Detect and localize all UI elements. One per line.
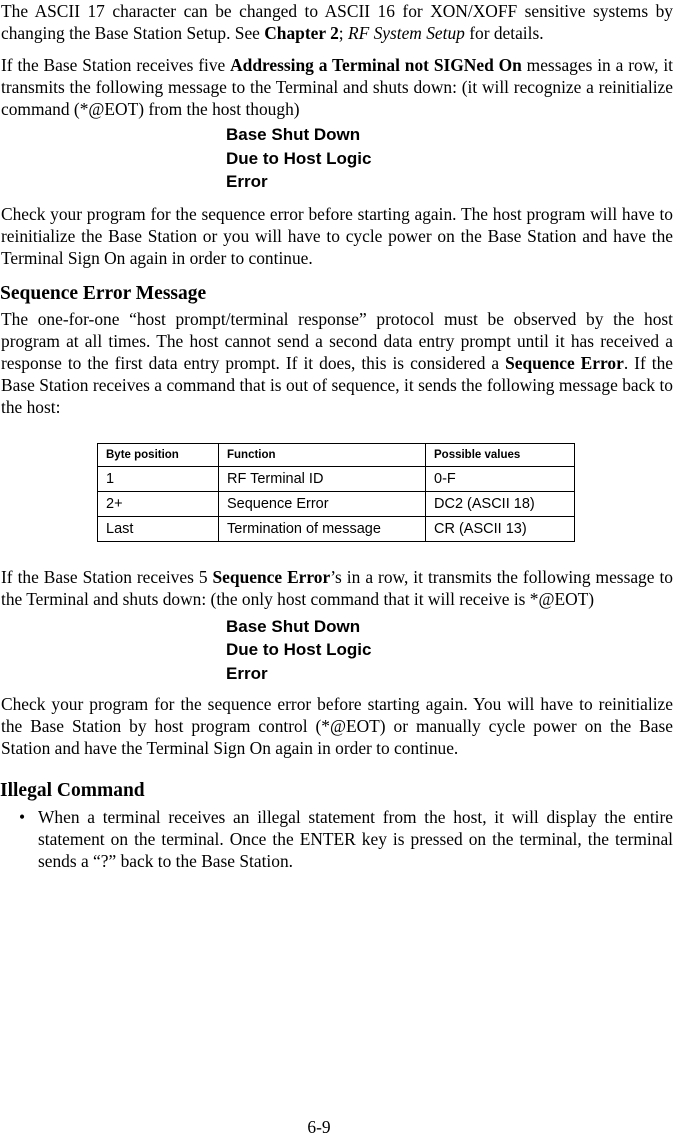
sequence-error-table [97, 443, 575, 542]
para2-text-b: messages in a row, it transmits the following message to the Terminal and shuts down: (it will recognize a reinitialize command (*@EOT) from the host though) [1, 55, 673, 119]
paragraph-reinitialize: Check your program for the sequence error before starting again. You will have to reinitialize the Base Station by host program control (*@EOT) or manually cycle power on the Base Station and have the Terminal Sign On again in order to continue. [1, 694, 673, 758]
table-cell: DC2 (ASCII 18) [426, 491, 575, 516]
para2-text-a: If the Base Station receives five [1, 55, 231, 75]
para1-text-b: for details. [464, 23, 544, 43]
bullet-text: When a terminal receives an illegal statement from the host, it will display the entire statement on the terminal. Once the ENTER key is pressed on the terminal, the terminal sends a “?” back to the Base Station. [38, 807, 673, 871]
column-header-byte-position: Byte position [98, 443, 219, 466]
table-row [98, 491, 575, 516]
table-cell: Sequence Error [219, 491, 426, 516]
section1-text-a: The one-for-one “host prompt/terminal response” protocol must be observed by the host program at all times. The host cannot send a second data entry prompt until it has received a response to the first data entry prompt. If it does, this is considered a [1, 308, 673, 373]
heading-illegal-command: Illegal Command [0, 780, 145, 801]
table-cell: Last [98, 516, 219, 541]
table-cell: 0-F [426, 466, 575, 491]
table-cell: 1 [98, 466, 219, 491]
message-line: Error [226, 663, 268, 683]
para1-sep: ; [338, 23, 348, 43]
message-line: Due to Host Logic [226, 640, 372, 659]
column-header-possible-values: Possible values [426, 443, 575, 466]
message-line: Error [226, 172, 268, 191]
message-line: Due to Host Logic [226, 148, 372, 168]
chapter-reference: Chapter 2 [264, 23, 339, 43]
column-header-function: Function [219, 443, 426, 466]
paragraph-xon-xoff [0, 0, 675, 44]
paragraph-addressing-error [0, 54, 675, 120]
rf-system-setup-title: RF System Setup [347, 23, 465, 43]
paragraph-five-sequence-errors [0, 566, 675, 610]
addressing-error-name: Addressing a Terminal not SIGNed On [230, 55, 522, 75]
sequence-error-term: Sequence Error [505, 352, 624, 373]
heading-sequence-error: Sequence Error Message [0, 282, 207, 304]
shutdown-message-2 [226, 615, 675, 686]
illegal-command-list [0, 806, 675, 872]
para1-text-a: The ASCII 17 character can be changed to ASCII 16 for XON/XOFF sensitive systems by changing the Base Station Setup. See [1, 1, 673, 43]
table-cell: Termination of message [219, 516, 426, 541]
list-item [0, 806, 675, 872]
table-cell: CR (ASCII 13) [426, 516, 575, 541]
paragraph-sequence-error [0, 308, 675, 418]
message-line: Base Shut Down [226, 616, 361, 636]
paragraph-check-program: Check your program for the sequence error before starting again. The host program will have to reinitialize the Base Station or you will have to cycle power on the Base Station and have the Terminal Sign On again in order to continue. [1, 203, 673, 268]
table-cell: RF Terminal ID [219, 466, 426, 491]
message-line: Base Shut Down [226, 125, 361, 144]
table-row [98, 466, 575, 491]
shutdown-message-1 [226, 123, 675, 194]
para4-text-a: If the Base Station receives 5 [1, 566, 213, 587]
bullet-icon: • [19, 807, 26, 827]
table-header-row [98, 443, 575, 466]
sequence-error-term: Sequence Error [212, 566, 331, 587]
section1-text-b: . If the Base Station receives a command that is out of sequence, it sends the following message back to the host: [1, 352, 673, 417]
table-cell: 2+ [98, 491, 219, 516]
table-row [98, 516, 575, 541]
page-number: 6-9 [307, 1117, 331, 1137]
para4-text-b: ’s in a row, it transmits the following message to the Terminal and shuts down: (the only host command that it will receive is *@EOT) [1, 566, 673, 609]
